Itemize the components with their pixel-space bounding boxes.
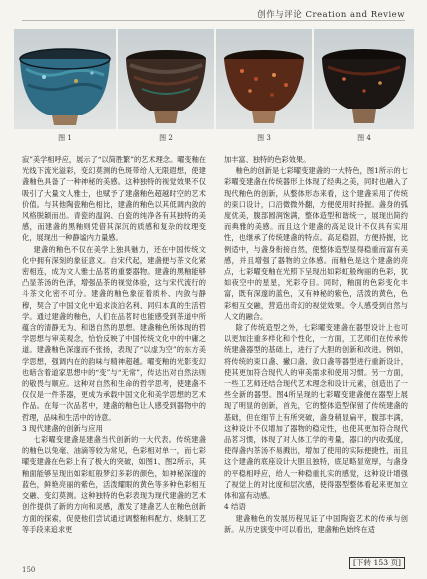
article-body	[22, 154, 408, 554]
figure-4-image	[314, 29, 414, 129]
section-heading: 3 现代建盏的创新与应用	[22, 423, 103, 433]
figure-1-image	[14, 29, 116, 129]
figure-2-caption: 图 2	[159, 134, 173, 142]
paragraph: 寂”美学相呼应，展示了“以简胜繁”的艺术理念。曜变釉在光线下流光溢彩，变幻莫测的色斑带给人无限遐想，使建盏釉色具备了一种神秘的美感。这种独特的视觉效果不仅吸引了大量文人雅士，也赋予了建盏釉色超越时空的艺术价值。与其他陶瓷釉色相比，建盏的釉色以其低调内敛的风格脱颖而出。青瓷的温润、白瓷的纯净各有其独特的美感，而建盏的黑釉则凭借其深沉的质感和复杂的纹理变化，展现出一种静谧内力量感。	[22, 155, 206, 243]
figure-1-caption: 图 1	[58, 134, 72, 142]
paragraph: 除了传统造型之外，七彩曜变建盏在器型设计上也可以更加注重多样化和个性化，一方面，工艺师们在传承传统建盏器型的基础上，进行了大胆的创新和改进。例如，将传统的束口盏、撇口盏、敛口盏等器型进行重新设计，使其更加符合现代人的审美需求和使用习惯。另一方面，一些工艺师还结合现代艺术理念和设计元素，创造出了一些全新的器型。图4所呈现的七彩曜变建盏便在器型上展现了明显的创新，首先，它的整体造型保留了传统建盏的基础，但在细节上有所突破，盏身稍显扁平，腹部丰满，这种设计不仅增加了器物的稳定性，也使其更加符合现代品茗习惯，体现了对人体工学的考量，器口的内收弧度，使得盏内茶汤不易溅出，增加了使用的实际便捷性，而且这个建盏的底座设计大胆且独特，底足略显宽厚，与盏身的平稳相呼应，给人一种稳重扎实的感觉，这种设计增强了视觉上的对比度和层次感，使得器型整体看起来更加立体和富有动感。	[224, 323, 408, 501]
paragraph: 七彩曜变建盏是建盏当代创新的一大代表。传统建盏的釉色以兔毫、油滴等较为常见，色彩相对单一，而七彩曜变建盏在色彩上有了极大的突破，如图1、图2所示，其釉面能够呈现出如彩虹般梦幻多彩的颜色，如神秘深邃的蓝色，鲜艳亮丽的紫色，活泼耀眼的黄色等多种色彩相互交融、变幻莫测。这种独特的色彩表现为现代建盏的艺术创作提供了新的方向和灵感，激发了建盏艺人在釉色创新方面的探索，促使他们尝试通过调整釉料配方、烧制工艺等手段来追求更	[22, 435, 206, 534]
figure-strip	[14, 29, 414, 147]
figure-3-caption: 图 3	[257, 134, 271, 142]
right-column	[224, 154, 408, 535]
paragraph: 建盏的釉色不仅在美学上独具魅力，还在中国传统文化中拥有深刻的象征意义。自宋代起，建盏便与茶文化紧密相连，成为文人雅士品茗的重要器物。建盏的黑釉能够凸显茶汤的色泽，增强品茶的视觉体验，这与宋代流行的斗茶文化密不可分。建盏的釉色象征着质朴、内敛与静穆，契合了中国文化中追求淡泊名利、同归本真的生活哲学。通过建盏的釉色，人们在品茗时也能感受到茶道中所蕴含的清静无为、和谐自然的思想。建盏釉色所体现的哲学思想与审美观念，恰恰反映了中国传统文化中的中庸之道。建盏釉色深邃而不张扬，表现了“以虚为空”的东方美学思想，强调内在的韵味与精神超越。曜变釉的光影变幻也暗含着道家思想中的“变”与“无常”，传达出对自然法则的敬畏与顺应。这种对自然和生命的哲学思考，使建盏不仅仅是一件茶器，更成为承载中国文化和美学思想的艺术作品。在每一次品茗中，建盏的釉色让人感受到器物中的哲理，品味和生活中的诗意。	[22, 244, 206, 422]
paragraph: 加丰富、独特的色彩效果。	[224, 155, 311, 164]
left-column	[22, 154, 206, 535]
paragraph: 建盏釉色的发展历程见证了中国陶瓷艺术的传承与创新。从历史演变中可以看出，建盏釉色始终在适	[224, 513, 408, 534]
paragraph: 釉色的创新是七彩曜变建盏的一大特色，图1所示的七彩曜变建盏在传统器形上体现了经典之美，同时也融入了现代釉色的创新，从整体形态来看，这个建盏采用了传统的束口设计，口沿微微外翻，方便使用时持握。盏身的弧度优美，腹部圆润饱满，整体造型和谐统一，展现出简约而典雅的美感。而且这个建盏的高足设计不仅具有实用性，也继承了传统建盏的特点。高足稳固，方便持握，比例适中，与盏身衔接自然，使整体造型显得稳重而富有美感，并且增强了器物的立体感。而釉色是这个建盏的亮点，七彩曜变釉在光照下呈现出如彩虹般绚丽的色彩，犹如夜空中的星星，光彩夺目。同时，釉面的色彩变化丰富，既有深邃的蓝色，又有神秘的紫色，活泼的黄色，色彩相互交融，营造出奇幻的视觉效果。令人感受到自然与人文的融合。	[224, 166, 408, 321]
running-header: 创作与评论 Creation and Review	[257, 10, 405, 20]
section-heading: 4 结语	[224, 502, 246, 512]
figure-2-image	[118, 29, 214, 129]
page-number: 150	[22, 566, 36, 574]
header-divider	[22, 20, 405, 21]
figure-3-image	[216, 29, 312, 129]
figure-4	[314, 29, 414, 147]
figure-1	[14, 29, 116, 147]
figure-2	[118, 29, 214, 147]
figure-3	[216, 29, 312, 147]
continuation-note: [下转 153 页]	[349, 557, 405, 569]
figure-4-caption: 图 4	[357, 134, 371, 142]
